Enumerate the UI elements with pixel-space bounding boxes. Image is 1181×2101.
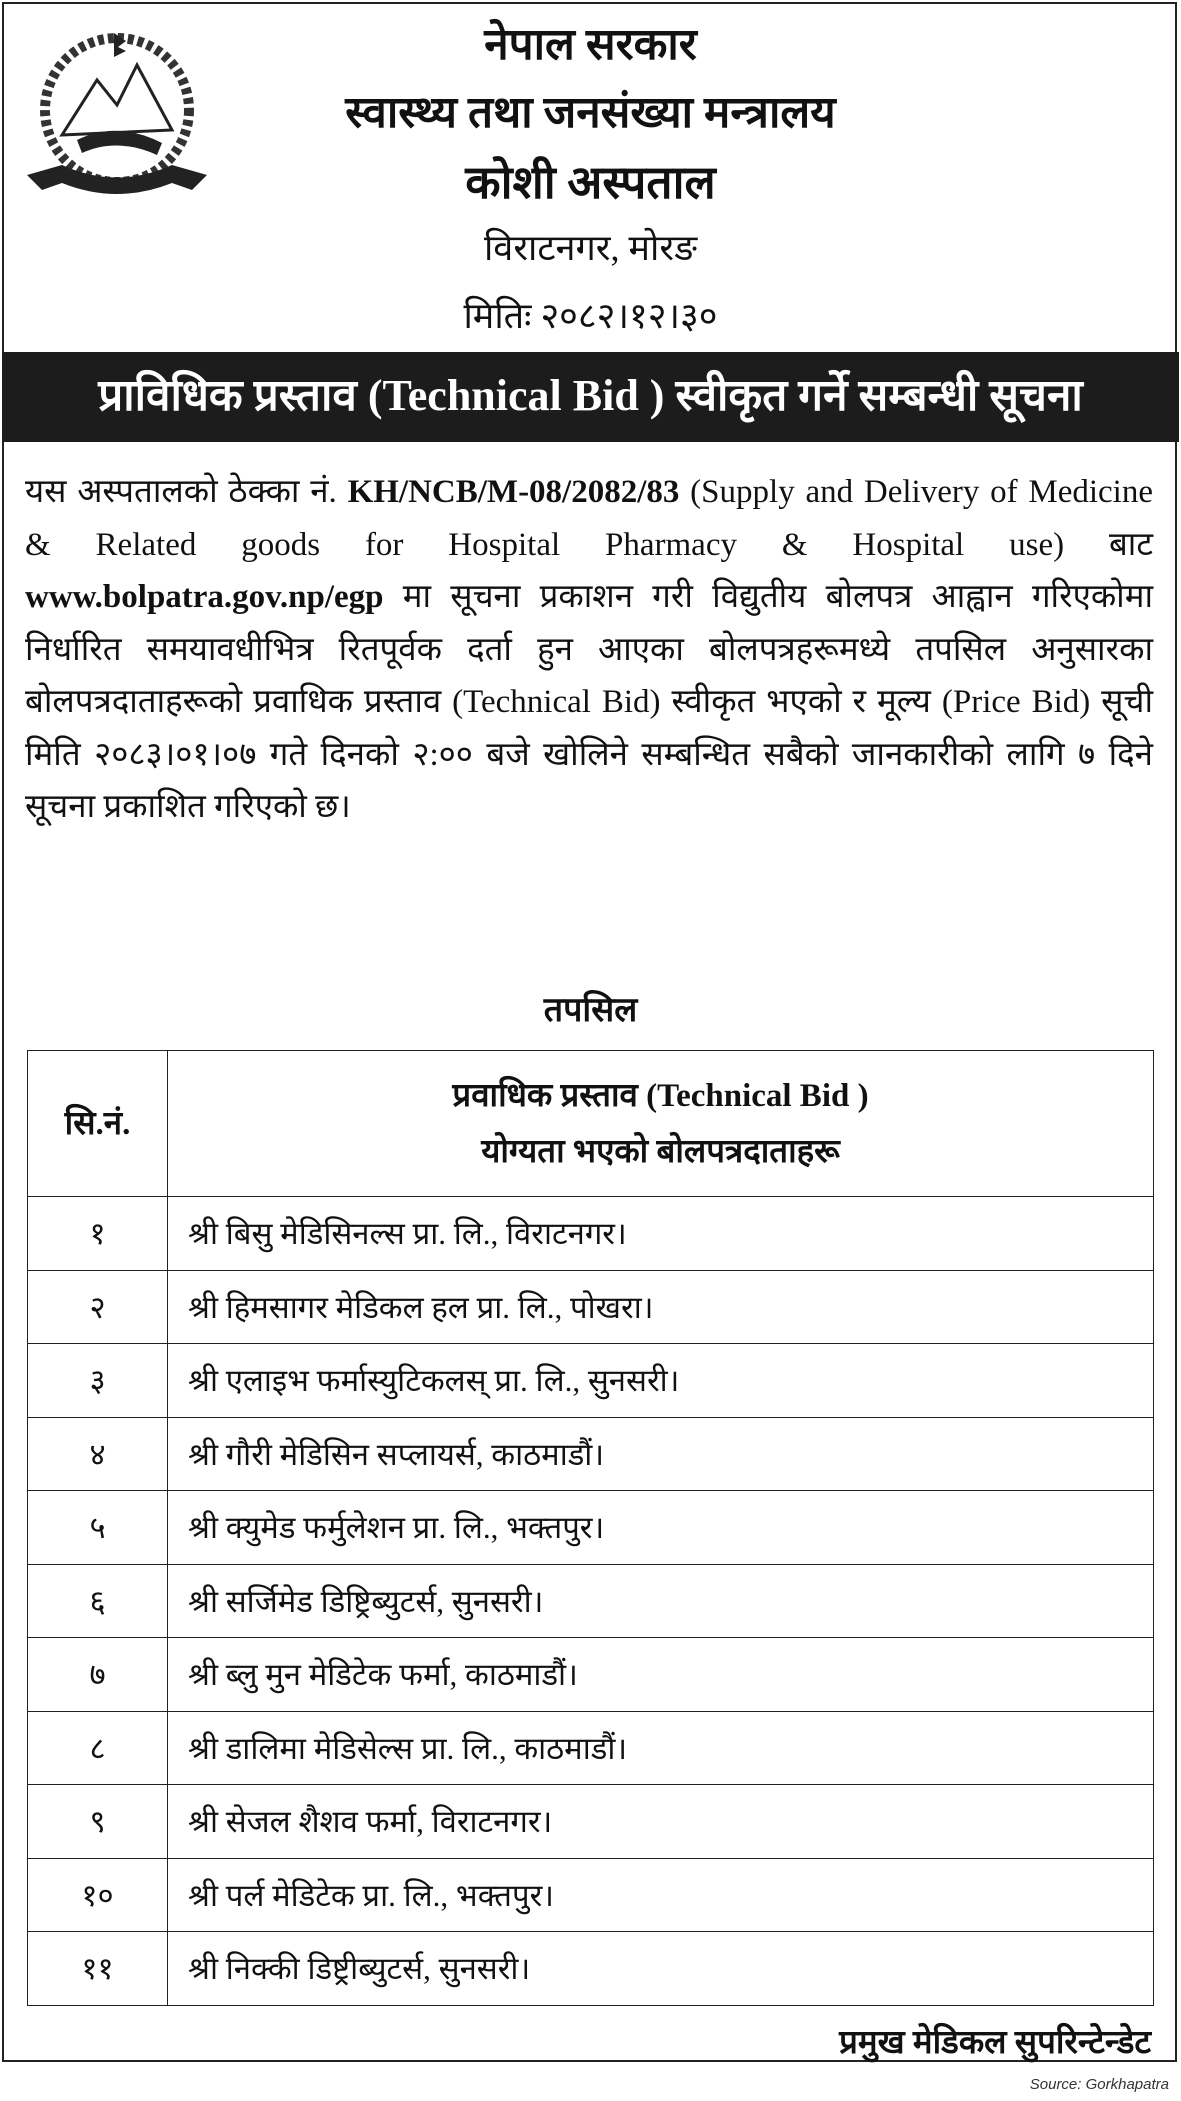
serial-number: ६ — [28, 1564, 168, 1638]
bidder-name: श्री निक्की डिष्ट्रीब्युटर्स, सुनसरी। — [168, 1932, 1154, 2006]
signatory-title: प्रमुख मेडिकल सुपरिन्टेन्डेट — [839, 2025, 1151, 2061]
source-credit: Source: Gorkhapatra — [1029, 2076, 1169, 2093]
schedule-heading: तपसिल — [543, 992, 638, 1029]
col-serial-header: सि.नं. — [28, 1051, 168, 1197]
table-row — [28, 1344, 1154, 1418]
bidder-name: श्री सेजल शैशव फर्मा, विराटनगर। — [168, 1785, 1154, 1859]
table-row — [28, 1270, 1154, 1344]
col-bidder-header-line2: योग्यता भएको बोलपत्रदाताहरू — [481, 1133, 840, 1170]
serial-number: ८ — [28, 1711, 168, 1785]
serial-number: १० — [28, 1858, 168, 1932]
col-bidder-header — [168, 1051, 1154, 1197]
bolpatra-url: www.bolpatra.gov.np/egp — [25, 579, 384, 615]
serial-number: ९ — [28, 1785, 168, 1859]
bidder-name: श्री पर्ल मेडिटेक प्रा. लि., भक्तपुर। — [168, 1858, 1154, 1932]
notice-date: मितिः २०८२।१२।३० — [463, 296, 718, 336]
table-row — [28, 1711, 1154, 1785]
bidder-name: श्री डालिमा मेडिसेल्स प्रा. लि., काठमाडौं। — [168, 1711, 1154, 1785]
table-row — [28, 1564, 1154, 1638]
table-row — [28, 1197, 1154, 1271]
table-row — [28, 1858, 1154, 1932]
serial-number: ७ — [28, 1638, 168, 1712]
bidder-name: श्री गौरी मेडिसिन सप्लायर्स, काठमाडौं। — [168, 1417, 1154, 1491]
bidders-table — [27, 1050, 1154, 2006]
bidder-name: श्री बिसु मेडिसिनल्स प्रा. लि., विराटनगर। — [168, 1197, 1154, 1271]
ministry-name: स्वास्थ्य तथा जनसंख्या मन्त्रालय — [345, 88, 836, 137]
bidder-name: श्री हिमसागर मेडिकल हल प्रा. लि., पोखरा। — [168, 1270, 1154, 1344]
table-row — [28, 1785, 1154, 1859]
serial-number: २ — [28, 1270, 168, 1344]
notice-body — [25, 466, 1153, 834]
body-text: मा सूचना प्रकाशन गरी विद्युतीय बोलपत्र आह्वान गरिएकोमा निर्धारित समयावधीभित्र रितपूर्वक दर्ता हुन आएका बोलपत्रहरूमध्ये तपसिल अनुसारका बोलपत्रदाताहरूको प्रवाधिक प्रस्ताव (Technical Bid) स्वीकृत भएको र मूल्य (Price Bid) सूची मिति २०८३।०१।०७ गते दिनको २:०० बजे खोलिने सम्बन्धित सबैको जानकारीको लागि ७ दिने सूचना प्रकाशित गरिएको छ। — [25, 579, 1153, 825]
government-name: नेपाल सरकार — [484, 20, 697, 69]
notice-title: प्राविधिक प्रस्ताव (Technical Bid ) स्वीकृत गर्ने सम्बन्धी सूचना — [2, 352, 1179, 442]
serial-number: ३ — [28, 1344, 168, 1418]
table-row — [28, 1417, 1154, 1491]
serial-number: १ — [28, 1197, 168, 1271]
serial-number: ११ — [28, 1932, 168, 2006]
bidder-name: श्री एलाइभ फर्मास्युटिकलस् प्रा. लि., सुनसरी। — [168, 1344, 1154, 1418]
bidder-name: श्री सर्जिमेड डिष्ट्रिब्युटर्स, सुनसरी। — [168, 1564, 1154, 1638]
hospital-name: कोशी अस्पताल — [465, 157, 716, 208]
body-text: यस अस्पतालको ठेक्का नं. — [25, 474, 348, 510]
table-row — [28, 1932, 1154, 2006]
contract-number: KH/NCB/M-08/2082/83 — [347, 474, 680, 510]
bidder-name: श्री ब्लु मुन मेडिटेक फर्मा, काठमाडौं। — [168, 1638, 1154, 1712]
serial-number: ४ — [28, 1417, 168, 1491]
hospital-location: विराटनगर, मोरङ — [483, 228, 697, 268]
table-row — [28, 1491, 1154, 1565]
table-header-row — [28, 1051, 1154, 1197]
body-text: (Supply and Delivery of Medicine & Related goods for Hospital Pharmacy & Hospital use) बाट — [25, 474, 1153, 563]
bidder-name: श्री क्युमेड फर्मुलेशन प्रा. लि., भक्तपुर। — [168, 1491, 1154, 1565]
serial-number: ५ — [28, 1491, 168, 1565]
col-bidder-header-line1: प्रवाधिक प्रस्ताव (Technical Bid ) — [452, 1077, 869, 1114]
table-row — [28, 1638, 1154, 1712]
